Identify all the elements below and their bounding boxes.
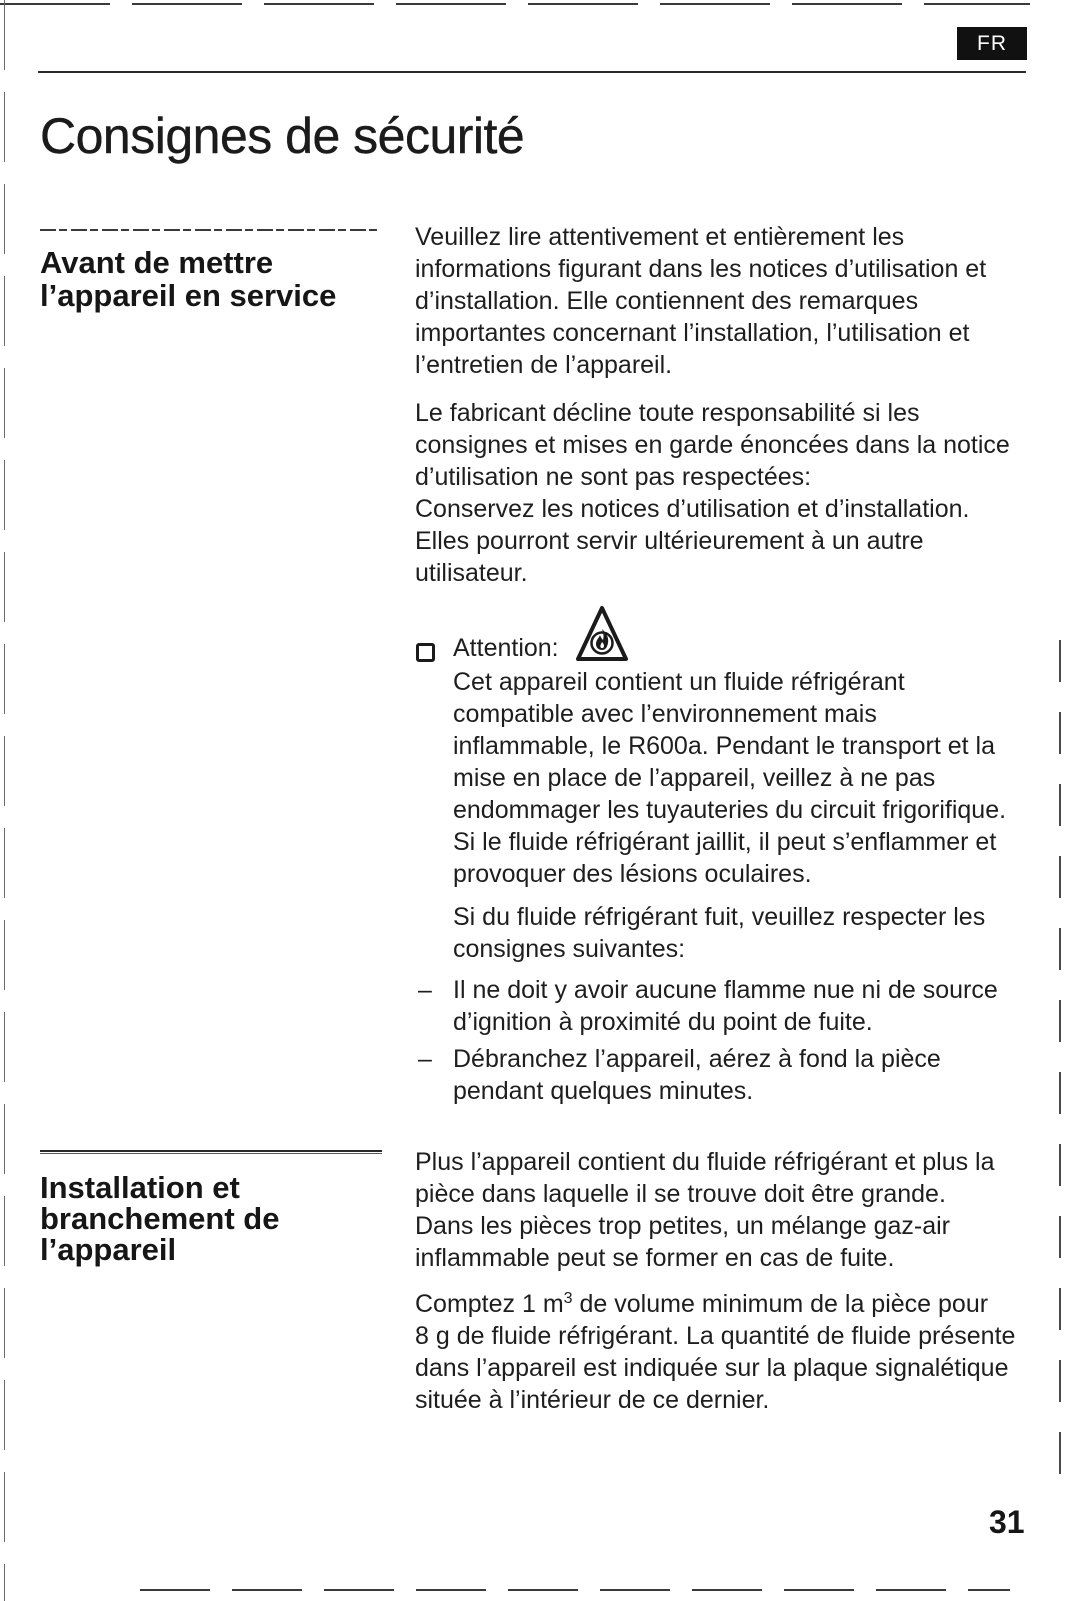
volume-text: de volume minimum de la pièce pour (572, 1290, 989, 1318)
read-instructions-paragraph (415, 221, 986, 381)
list-item-line: Débranchez l’appareil, aérez à fond la pièce (453, 1045, 941, 1073)
section-heading-line: branchement de (40, 1201, 280, 1236)
paragraph-line: Veuillez lire attentivement et entièrement les (415, 223, 905, 251)
paragraph-line: pièce dans laquelle il se trouve doit être grande. (415, 1180, 946, 1208)
section-heading-line: l’appareil en service (40, 278, 337, 313)
list-bullet: – (418, 976, 432, 1004)
paragraph-line: l’entretien de l’appareil. (415, 351, 673, 379)
paragraph-line: informations figurant dans les notices d’utilisation et (415, 255, 987, 283)
list-item (453, 974, 998, 1038)
section-heading-line: Avant de mettre (40, 245, 274, 280)
paragraph-line: endommager les tuyauteries du circuit frigorifique. (453, 796, 1007, 824)
paragraph-line: Le fabricant décline toute responsabilité si les (415, 399, 920, 427)
paragraph-line: Elles pourront servir ultérieurement à un autre (415, 527, 924, 555)
leak-paragraph (453, 901, 985, 965)
paragraph-line: Si du fluide réfrigérant fuit, veuillez respecter les (453, 903, 986, 931)
paragraph-line: Cet appareil contient un fluide réfrigérant (453, 668, 905, 696)
page-number: 31 (989, 1504, 1025, 1540)
paragraph-line: provoquer des lésions oculaires. (453, 860, 812, 888)
room-size-paragraph (415, 1146, 995, 1274)
paragraph-line: importantes concernant l’installation, l’utilisation et (415, 319, 970, 347)
section-heading-line: l’appareil (40, 1232, 177, 1267)
scan-edge-top (0, 3, 1030, 5)
list-item-line: d’ignition à proximité du point de fuite. (453, 1008, 873, 1036)
paragraph-line: mise en place de l’appareil, veillez à ne pas (453, 764, 936, 792)
attention-text (453, 666, 1006, 890)
checkbox-icon (416, 643, 435, 662)
list-bullet: – (418, 1045, 432, 1073)
list-item-line: pendant quelques minutes. (453, 1077, 754, 1105)
paragraph-line: inflammable peut se former en cas de fuite. (415, 1244, 895, 1272)
paragraph-line (415, 1288, 1015, 1320)
paragraph-line: Plus l’appareil contient du fluide réfrigérant et plus la (415, 1148, 995, 1176)
scan-edge-left (4, 0, 5, 1601)
paragraph-line: consignes suivantes: (453, 935, 686, 963)
scan-edge-bottom (140, 1589, 1010, 1591)
scan-edge-right (1059, 640, 1061, 1500)
paragraph-line: consignes et mises en garde énoncées dans la notice (415, 431, 1010, 459)
paragraph-line: dans l’appareil est indiquée sur la plaque signalétique (415, 1354, 1009, 1382)
paragraph-line: inflammable, le R600a. Pendant le transport et la (453, 732, 995, 760)
header-rule (38, 71, 1026, 73)
flammable-warning-icon (575, 604, 629, 664)
section-heading-line: Installation et (40, 1170, 240, 1205)
attention-label: Attention: (453, 634, 559, 662)
volume-text: Comptez 1 m (415, 1290, 564, 1318)
paragraph-line: utilisateur. (415, 559, 528, 587)
list-item (453, 1043, 941, 1107)
section-rule (40, 229, 380, 231)
paragraph-line: Conservez les notices d’utilisation et d’installation. (415, 495, 970, 523)
paragraph-line: située à l’intérieur de ce dernier. (415, 1386, 770, 1414)
paragraph-line: Dans les pièces trop petites, un mélange gaz-air (415, 1212, 951, 1240)
language-badge: FR (957, 27, 1027, 60)
paragraph-line: d’installation. Elle contiennent des remarques (415, 287, 919, 315)
room-volume-paragraph (415, 1288, 1015, 1416)
section-heading (40, 1172, 279, 1265)
paragraph-line: 8 g de fluide réfrigérant. La quantité de fluide présente (415, 1322, 1016, 1350)
liability-paragraph (415, 397, 1010, 589)
paragraph-line: compatible avec l’environnement mais (453, 700, 877, 728)
section-rule (40, 1150, 382, 1154)
list-item-line: Il ne doit y avoir aucune flamme nue ni de source (453, 976, 998, 1004)
cubic-superscript: 3 (563, 1290, 573, 1307)
page-title: Consignes de sécurité (40, 108, 525, 164)
paragraph-line: d’utilisation ne sont pas respectées: (415, 463, 812, 491)
paragraph-line: Si le fluide réfrigérant jaillit, il peut s’enflammer et (453, 828, 997, 856)
section-heading (40, 246, 336, 312)
